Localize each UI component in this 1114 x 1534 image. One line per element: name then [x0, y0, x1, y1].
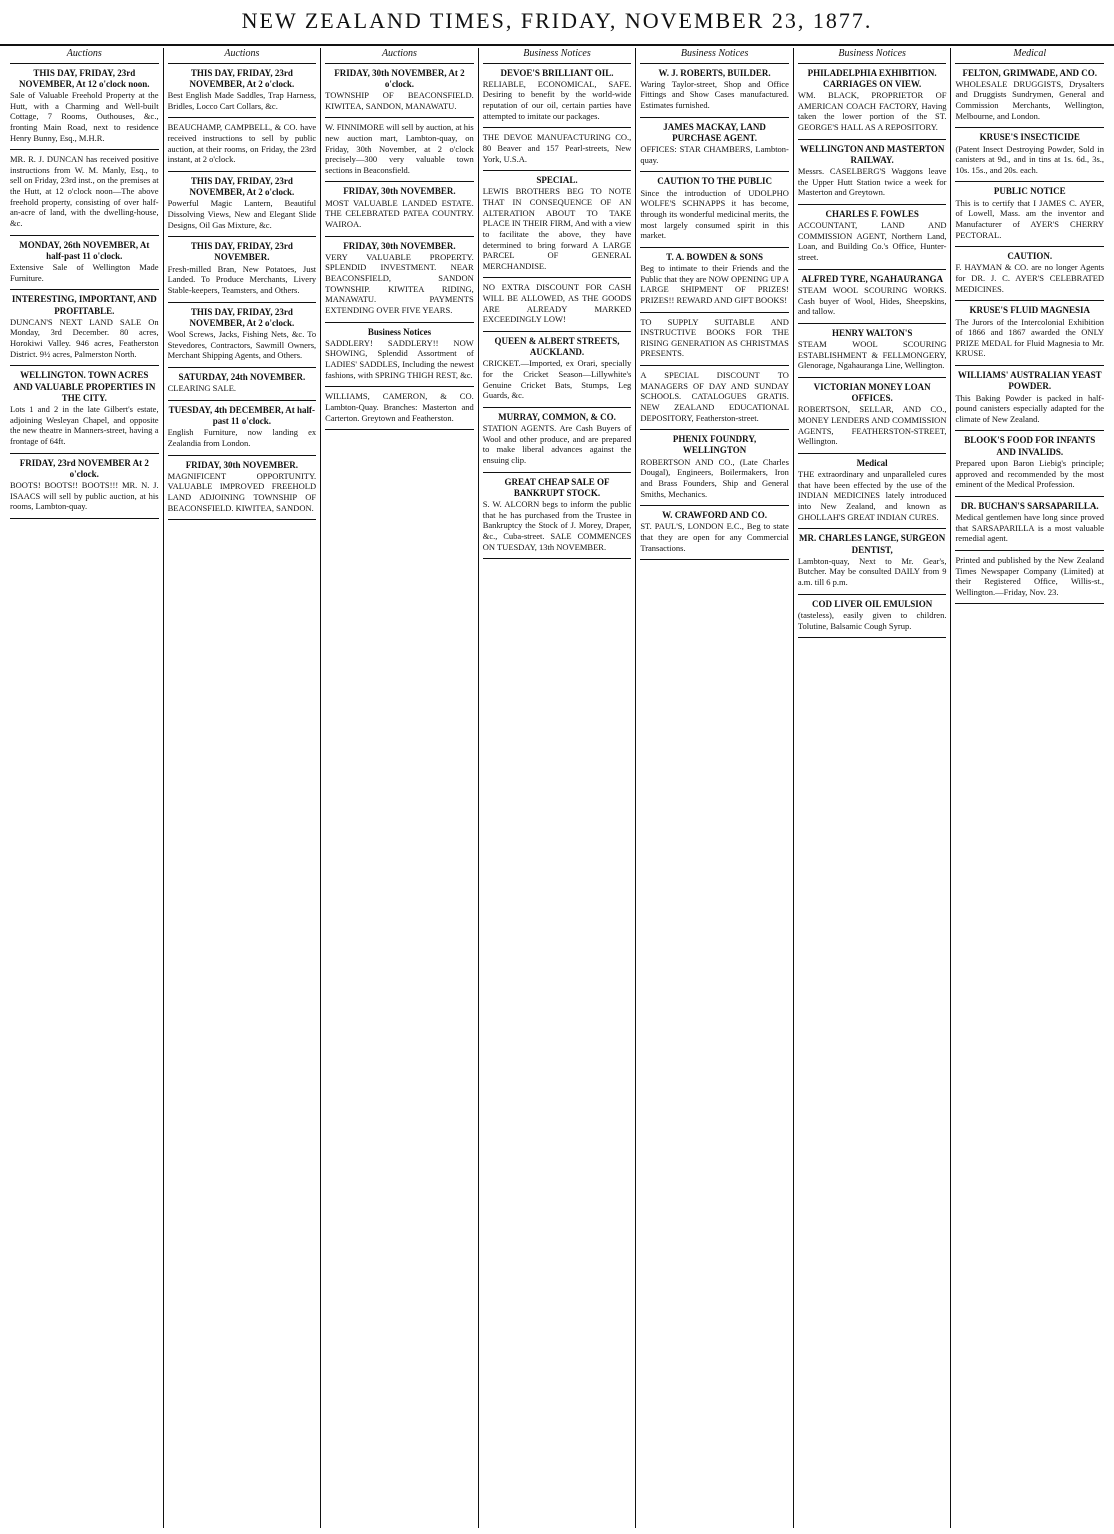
ad-text: S. W. ALCORN begs to inform the public that he has purchased from the Trustee in Bankruptcy the Stock of J. Morey, Draper, &c., Cuba-street. SALE COMMENCES ON TUESDAY, 13th NOVEMBER. — [482, 499, 632, 552]
divider — [955, 603, 1104, 604]
ad-text: W. FINNIMORE will sell by auction, at his new auction mart, Lambton-quay, on Friday, 30th November, at 2 o'clock precisely—300 very valuable town sections in Beaconsfield. — [325, 122, 474, 175]
ad-text: Extensive Sale of Wellington Made Furniture. — [10, 262, 159, 283]
ad-text: WHOLESALE DRUGGISTS, Drysalters and Druggists Sundrymen, General and Commission Merchants, Wellington, Melbourne, and London. — [955, 78, 1105, 121]
ad-text: This Baking Powder is packed in half-pound canisters especially adapted for the climate of New Zealand. — [955, 392, 1105, 424]
ad-text: CRICKET.—Imported, ex Orari, specially for the Cricket Season—Lillywhite's Genuine Cricket Bats, Stumps, Leg Guards, &c. — [482, 358, 632, 401]
advertisement-block — [640, 176, 789, 240]
ad-text: (Patent Insect Destroying Powder, Sold in canisters at 9d., and in tins at 1s. 6d., 3s., 10s. 15s., and 20s. each. — [955, 143, 1105, 175]
ad-title: SPECIAL. — [536, 175, 578, 186]
divider — [168, 302, 317, 303]
ad-title: CHARLES F. FOWLES — [825, 208, 919, 219]
advertisement-block — [10, 240, 159, 284]
ad-text: Lambton-quay, Next to Mr. Gear's, Butcher. May be consulted DAILY from 9 a.m. till 6 p.m. — [797, 555, 947, 587]
column-6 — [794, 48, 952, 1528]
ad-title: FELTON, GRIMWADE, AND CO. — [962, 67, 1098, 78]
advertisement-block — [168, 241, 317, 295]
divider — [10, 453, 159, 454]
ad-text: BOOTS! BOOTS!! BOOTS!!! MR. N. J. ISAACS will sell by public auction, at his rooms, Lambton-quay. — [10, 480, 159, 512]
advertisement-block — [955, 501, 1104, 544]
column-1 — [6, 48, 164, 1528]
ad-title: PUBLIC NOTICE — [993, 186, 1066, 197]
ad-text: Medical gentlemen have long since proved that SARSAPARILLA is a most valuable remedial agent. — [955, 512, 1105, 544]
ad-text: TOWNSHIP OF BEACONSFIELD. KIWITEA, SANDON, MANAWATU. — [325, 90, 474, 111]
advertisement-block — [798, 458, 947, 522]
advertisement-block — [955, 132, 1104, 175]
advertisement-block — [325, 327, 474, 381]
advertisement-block — [325, 241, 474, 316]
advertisement-block — [168, 372, 317, 394]
advertisement-block — [483, 68, 632, 122]
advertisement-block — [10, 458, 159, 512]
divider — [10, 149, 159, 150]
advertisement-block — [168, 460, 317, 514]
divider — [640, 365, 789, 366]
divider — [640, 505, 789, 506]
advertisement-block — [483, 336, 632, 401]
advertisement-block — [798, 274, 947, 317]
ad-text: Waring Taylor-street, Shop and Office Fittings and Show Cases manufactured. Estimates furnished. — [640, 78, 789, 110]
divider — [168, 455, 317, 456]
divider — [640, 429, 789, 430]
ad-text: Wool Screws, Jacks, Fishing Nets, &c. To Stevedores, Contractors, Sawmill Owners, Merchant Shipping Agents, and Others. — [167, 329, 317, 361]
ad-text: STATION AGENTS. Are Cash Buyers of Wool and other produce, and are prepared to make liberal advances against the ensuing clip. — [482, 423, 632, 465]
ad-title: THIS DAY, FRIDAY, 23rd NOVEMBER, At 2 o'clock. — [189, 67, 295, 89]
advertisement-block — [640, 122, 789, 166]
divider — [640, 117, 789, 118]
ad-title: FRIDAY, 30th NOVEMBER. — [343, 186, 456, 197]
advertisement-block — [798, 209, 947, 263]
divider — [798, 204, 947, 205]
section-heading: Medical — [955, 48, 1104, 64]
ad-text: MOST VALUABLE LANDED ESTATE. THE CELEBRATED PATEA COUNTRY. WAIROA. — [325, 197, 474, 229]
ad-text: VERY VALUABLE PROPERTY. SPLENDID INVESTMENT. NEAR BEACONSFIELD, SANDON TOWNSHIP. KIWITEA RIDING, MANAWATU. PAYMENTS EXTENDING OVER FIVE YEARS. — [325, 251, 474, 315]
column-3 — [321, 48, 479, 1528]
advertisement-block — [955, 435, 1104, 489]
advertisement-block — [955, 305, 1104, 359]
ad-text: ST. PAUL'S, LONDON E.C., Beg to state that they are open for any Commercial Transactions. — [640, 521, 789, 553]
section-heading: Auctions — [168, 48, 317, 64]
divider — [10, 518, 159, 519]
ad-text: Powerful Magic Lantern, Beautiful Dissolving Views, New and Elegant Slide Designs, Oil Gas Mixture, &c. — [167, 198, 317, 230]
column-4 — [479, 48, 637, 1528]
ad-title: Medical — [856, 457, 888, 468]
ad-title: THIS DAY, FRIDAY, 23rd NOVEMBER, At 2 o'clock. — [189, 306, 295, 328]
ad-title: W. CRAWFORD AND CO. — [662, 510, 768, 521]
ad-text: CLEARING SALE. — [167, 383, 237, 394]
divider — [640, 559, 789, 560]
newspaper-columns — [6, 48, 1108, 1528]
ad-text: Since the introduction of UDOLPHO WOLFE'S SCHNAPPS it has become, through its wonderful medicinal merits, the most largely consumed spirit in this market. — [640, 187, 789, 241]
ad-text: RELIABLE, ECONOMICAL, SAFE. Desiring to benefit by the world-wide reputation of our oil, certain parties have attempted to imitate our packages. — [482, 78, 632, 121]
advertisement-block — [640, 370, 789, 423]
advertisement-block — [168, 405, 317, 449]
advertisement-block — [955, 251, 1104, 294]
divider — [325, 181, 474, 182]
divider — [955, 365, 1104, 366]
advertisement-block — [168, 122, 317, 165]
divider — [798, 453, 947, 454]
divider — [483, 331, 632, 332]
ad-title: MONDAY, 26th NOVEMBER, At half-past 11 o'clock. — [19, 239, 150, 261]
column-7 — [951, 48, 1108, 1528]
divider — [798, 269, 947, 270]
divider — [798, 594, 947, 595]
ad-title: KRUSE'S FLUID MAGNESIA — [969, 305, 1091, 316]
ad-title: ALFRED TYRE, NGAHAURANGA — [801, 273, 943, 284]
section-heading: Business Notices — [640, 48, 789, 64]
divider — [325, 236, 474, 237]
divider — [798, 377, 947, 378]
divider — [168, 117, 317, 118]
ad-title: Business Notices — [367, 326, 432, 337]
divider — [640, 247, 789, 248]
divider — [955, 496, 1104, 497]
ad-title: MURRAY, COMMON, & CO. — [498, 411, 616, 422]
divider — [325, 322, 474, 323]
divider — [483, 407, 632, 408]
ad-title: KRUSE'S INSECTICIDE — [979, 132, 1080, 143]
ad-title: BLOOK'S FOOD FOR INFANTS AND INVALIDS. — [964, 435, 1096, 457]
section-heading: Auctions — [325, 48, 474, 64]
ad-text: WM. BLACK, PROPRIETOR OF AMERICAN COACH FACTORY, Having taken the lower portion of the ST. GEORGE'S HALL AS A REPOSITORY. — [797, 90, 947, 132]
advertisement-block — [798, 144, 947, 198]
divider — [955, 181, 1104, 182]
ad-text: THE extraordinary and unparalleled cures that have been effected by the use of the INDIAN MEDICINES lately introduced into New Zealand, and known as GHOLLAH'S GREAT INDIAN CURES. — [797, 469, 947, 522]
divider — [955, 246, 1104, 247]
ad-text: LEWIS BROTHERS BEG TO NOTE THAT IN CONSEQUENCE OF AN ALTERATION ABOUT TO TAKE PLACE IN THEIR FIRM, And with a view to facilitate the above, they have determined to bring forward A LARGE PARCEL OF GENERAL MERCHANDISE. — [482, 186, 632, 271]
ad-title: FRIDAY, 23rd NOVEMBER At 2 o'clock. — [19, 457, 149, 479]
divider — [10, 365, 159, 366]
ad-text: Lots 1 and 2 in the late Gilbert's estate, adjoining Wesleyan Chapel, and opposite the new theatre in Manners-street, having a frontage of 64ft. — [10, 404, 159, 446]
advertisement-block — [325, 68, 474, 112]
ad-text: WILLIAMS, CAMERON, & CO. Lambton-Quay. Branches: Masterton and Carterton. Greytown and Featherston. — [325, 391, 474, 423]
ad-title: INTERESTING, IMPORTANT, AND PROFITABLE. — [11, 294, 157, 316]
divider — [10, 289, 159, 290]
advertisement-block — [325, 122, 474, 175]
ad-text: Printed and published by the New Zealand Times Newspaper Company (Limited) at their Registered Office, Willis-st., Wellington.—Friday, Nov. 23. — [955, 554, 1105, 597]
ad-text: The Jurors of the Intercolonial Exhibition of 1866 and 1867 awarded the ONLY PRIZE MEDAL for Fluid Magnesia to Mr. KRUSE. — [955, 316, 1105, 359]
advertisement-block — [325, 391, 474, 423]
advertisement-block — [640, 68, 789, 111]
ad-title: W. J. ROBERTS, BUILDER. — [658, 67, 771, 78]
advertisement-block — [483, 175, 632, 271]
divider — [168, 519, 317, 520]
ad-text: THE DEVOE MANUFACTURING CO., 80 Beaver and 157 Pearl-streets, New York, U.S.A. — [482, 132, 632, 164]
ad-title: PHILADELPHIA EXHIBITION. CARRIAGES ON VIEW. — [807, 67, 937, 89]
divider — [955, 430, 1104, 431]
advertisement-block — [483, 412, 632, 466]
ad-text: A SPECIAL DISCOUNT TO MANAGERS OF DAY AND SUNDAY SCHOOLS. CATALOGUES GRATIS. NEW ZEALAND EDUCATIONAL DEPOSITORY, Featherston-street. — [640, 370, 789, 423]
divider — [325, 429, 474, 430]
divider — [798, 637, 947, 638]
ad-text: This is to certify that I JAMES C. AYER, of Lowell, Mass. am the inventor and Manufacturer of AYER'S CHERRY PECTORAL. — [955, 197, 1105, 240]
divider — [798, 139, 947, 140]
ad-title: GREAT CHEAP SALE OF BANKRUPT STOCK. — [504, 476, 610, 498]
divider — [640, 312, 789, 313]
divider — [168, 400, 317, 401]
ad-title: WELLINGTON AND MASTERTON RAILWAY. — [799, 143, 945, 165]
divider — [798, 323, 947, 324]
divider — [955, 550, 1104, 551]
ad-title: THIS DAY, FRIDAY, 23rd NOVEMBER, At 12 o'clock noon. — [19, 67, 150, 89]
ad-title: WELLINGTON. TOWN ACRES AND VALUABLE PROPERTIES IN THE CITY. — [13, 370, 156, 403]
ad-title: DR. BUCHAN'S SARSAPARILLA. — [960, 500, 1099, 511]
advertisement-block — [483, 132, 632, 164]
advertisement-block — [10, 294, 159, 359]
advertisement-block — [640, 510, 789, 553]
ad-title: CAUTION TO THE PUBLIC — [657, 176, 772, 187]
divider — [955, 127, 1104, 128]
ad-title: FRIDAY, 30th NOVEMBER. — [343, 240, 456, 251]
advertisement-block — [168, 176, 317, 230]
ad-text: Sale of Valuable Freehold Property at the Hutt, with a Charming and Well-built Cottage, 7 Rooms, Outhouses, &c., fronting Main Road, next to residence Henry Bunny, Esq., M.H.R. — [10, 90, 159, 143]
ad-title: THIS DAY, FRIDAY, 23rd NOVEMBER, At 2 o'clock. — [189, 175, 295, 197]
ad-title: TUESDAY, 4th DECEMBER, At half-past 11 o'clock. — [168, 404, 316, 426]
ad-text: English Furniture, now landing ex Zealandia from London. — [167, 427, 317, 448]
advertisement-block — [798, 328, 947, 371]
ad-text: Fresh-milled Bran, New Potatoes, Just Landed. To Produce Merchants, Livery Stable-keepers, Teamsters, and Others. — [167, 263, 317, 295]
ad-title: PHENIX FOUNDRY, WELLINGTON — [672, 434, 757, 456]
divider — [483, 472, 632, 473]
advertisement-block — [798, 382, 947, 447]
masthead — [0, 0, 1114, 46]
advertisement-block — [483, 477, 632, 553]
ad-title: CAUTION. — [1007, 251, 1053, 262]
advertisement-block — [798, 599, 947, 632]
divider — [168, 171, 317, 172]
ad-text: F. HAYMAN & CO. are no longer Agents for DR. J. C. AYER'S CELEBRATED MEDICINES. — [955, 262, 1105, 294]
divider — [955, 300, 1104, 301]
ad-text: Prepared upon Baron Liebig's principle; approved and recommended by the most eminent of the Medical Profession. — [955, 457, 1105, 490]
ad-title: T. A. BOWDEN & SONS — [666, 251, 764, 262]
ad-title: FRIDAY, 30th NOVEMBER. — [185, 459, 299, 470]
section-heading: Business Notices — [483, 48, 632, 64]
section-heading: Auctions — [10, 48, 159, 64]
ad-title: JAMES MACKAY, LAND PURCHASE AGENT. — [663, 121, 766, 143]
column-5 — [636, 48, 794, 1528]
ad-text: (tasteless), easily given to children. Tolutine, Balsamic Cough Syrup. — [797, 609, 947, 631]
ad-title: HENRY WALTON'S — [831, 327, 913, 338]
ad-text: Beg to intimate to their Friends and the Public that they are NOW OPENING UP A LARGE SHIPMENT OF PRIZES! PRIZES!! REWARD AND GIFT BOOKS! — [640, 263, 789, 305]
ad-text: TO SUPPLY SUITABLE AND INSTRUCTIVE BOOKS FOR THE RISING GENERATION AS CHRISTMAS PRESENTS. — [640, 316, 789, 359]
ad-text: BEAUCHAMP, CAMPBELL, & CO. have received instructions to sell by public auction, at their rooms, on Friday, the 23rd instant, at 2 o'clock. — [167, 122, 317, 165]
advertisement-block — [640, 252, 789, 306]
ad-text: ROBERTSON, SELLAR, AND CO., MONEY LENDERS AND COMMISSION AGENTS, FEATHERSTON-STREET, Wellington. — [797, 404, 947, 447]
divider — [168, 236, 317, 237]
ad-text: ROBERTSON AND CO., (Late Charles Dougal), Engineers, Boilermakers, Iron and Brass Founders, Ship and General Smiths, Mechanics. — [640, 456, 789, 499]
divider — [325, 386, 474, 387]
divider — [483, 127, 632, 128]
advertisement-block — [955, 555, 1104, 598]
ad-text: Messrs. CASELBERG'S Waggons leave the Upper Hutt Station twice a week for Masterton and Greytown. — [797, 166, 947, 198]
divider — [483, 277, 632, 278]
ad-text: MR. R. J. DUNCAN has received positive instructions from W. M. Manly, Esq., to sell on Friday, 23rd inst., on the premises at the Hutt, at 12 o'clock noon—The above freehold property, consisting of over half-an-acre of land, with the dwelling-house, &c. — [10, 154, 159, 228]
ad-text: Best English Made Saddles, Trap Harness, Bridles, Locco Cart Collars, &c. — [167, 90, 317, 111]
ad-text: OFFICES: STAR CHAMBERS, Lambton-quay. — [640, 144, 789, 165]
divider — [483, 170, 632, 171]
advertisement-block — [955, 370, 1104, 424]
advertisement-block — [955, 68, 1104, 122]
divider — [640, 171, 789, 172]
ad-text: MAGNIFICENT OPPORTUNITY. VALUABLE IMPROVED FREEHOLD LAND ADJOINING TOWNSHIP OF BEACONSFIELD. KIWITEA, SANDON. — [167, 470, 317, 513]
ad-text: SADDLERY! SADDLERY!! NOW SHOWING, Splendid Assortment of LADIES' SADDLES, Including the newest fashions, with SPRING THIGH REST, &c. — [325, 337, 474, 380]
ad-text: DUNCAN'S NEXT LAND SALE On Monday, 3rd December. 80 acres, Horokiwi Valley. 946 acres, Featherston District. 9½ acres, Palmerston North. — [10, 316, 159, 359]
ad-title: MR. CHARLES LANGE, SURGEON DENTIST, — [799, 533, 946, 555]
advertisement-block — [640, 434, 789, 499]
ad-text: ACCOUNTANT, LAND AND COMMISSION AGENT, Northern Land, Loan, and Building Co.'s Office, Hunter-street. — [797, 220, 947, 262]
ad-title: THIS DAY, FRIDAY, 23rd NOVEMBER. — [190, 241, 293, 263]
advertisement-block — [798, 68, 947, 133]
ad-title: FRIDAY, 30th NOVEMBER, At 2 o'clock. — [334, 67, 465, 89]
ad-title: SATURDAY, 24th NOVEMBER. — [178, 371, 306, 382]
advertisement-block — [640, 317, 789, 360]
advertisement-block — [955, 186, 1104, 240]
advertisement-block — [325, 186, 474, 229]
divider — [10, 235, 159, 236]
advertisement-block — [168, 307, 317, 361]
column-2 — [164, 48, 322, 1528]
ad-title: VICTORIAN MONEY LOAN OFFICES. — [813, 381, 931, 404]
advertisement-block — [10, 154, 159, 228]
divider — [483, 558, 632, 559]
advertisement-block — [483, 282, 632, 325]
ad-text: STEAM WOOL SCOURING WORKS. Cash buyer of Wool, Hides, Sheepskins, and tallow. — [797, 284, 947, 317]
ad-title: COD LIVER OIL EMULSION — [812, 598, 933, 609]
advertisement-block — [168, 68, 317, 112]
advertisement-block — [10, 68, 159, 144]
section-heading: Business Notices — [798, 48, 947, 64]
ad-title: DEVOE'S BRILLIANT OIL. — [500, 67, 614, 78]
ad-title: WILLIAMS' AUSTRALIAN YEAST POWDER. — [957, 370, 1102, 392]
advertisement-block — [10, 370, 159, 446]
divider — [325, 117, 474, 118]
divider — [168, 367, 317, 368]
divider — [798, 528, 947, 529]
newspaper-title: NEW ZEALAND TIMES, FRIDAY, NOVEMBER 23, 1877. — [241, 8, 873, 33]
advertisement-block — [798, 533, 947, 587]
ad-text: STEAM WOOL SCOURING ESTABLISHMENT & FELLMONGERY, Glenorage, Ngahauranga Line, Wellington. — [797, 339, 947, 371]
ad-title: QUEEN & ALBERT STREETS, AUCKLAND. — [494, 335, 620, 358]
ad-text: NO EXTRA DISCOUNT FOR CASH WILL BE ALLOWED, AS THE GOODS ARE ALREADY MARKED EXCEEDINGLY LOW! — [482, 282, 632, 325]
